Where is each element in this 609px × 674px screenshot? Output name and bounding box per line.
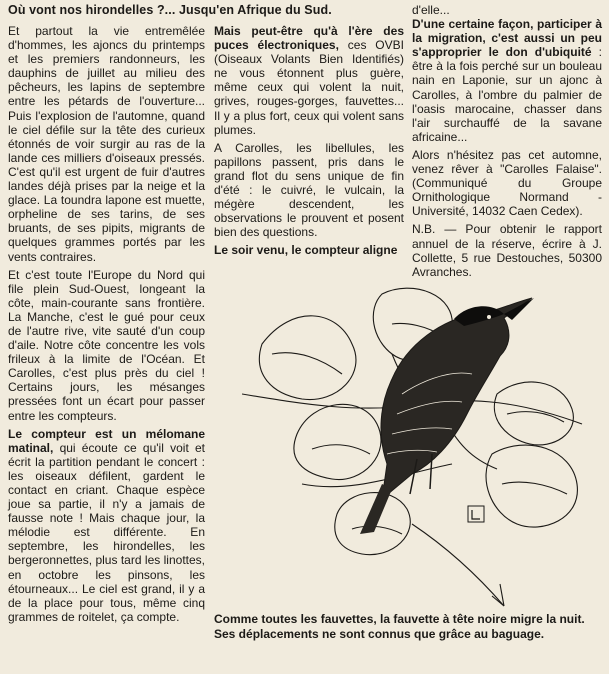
col3-paragraph-1-body: : être à la fois perché sur un bouleau nain en Laponie, sur un ajonc à Carolles, à l'ombre du palmier de l'oasis marocaine, chasser dans l'air surchauffé de la savane africaine... — [412, 45, 602, 144]
col2-paragraph-1-body: ces OVBI (Oiseaux Volants Bien Identifiés) ne vous étonnent plus guère, même ceux qui volent la nuit, grives, rouges-gorges, fauvettes... Il y a plus fort, ceux qui volent sans plumes. — [214, 38, 404, 137]
blackcap-illustration — [242, 284, 604, 610]
column-1 — [8, 24, 205, 628]
artist-monogram-icon — [468, 506, 484, 522]
col3-paragraph-3: N.B. — Pour obtenir le rapport annuel de la réserve, écrire à J. Collette, 5 rue Destouches, 50300 Avranches. — [412, 222, 602, 279]
col3-paragraph-1-lead: D'une certaine façon, participer à la migration, c'est aussi un peu s'approprier le don d'ubiquité — [412, 17, 602, 60]
col3-paragraph-2: Alors n'hésitez pas cet automne, venez rêver à "Carolles Falaise". (Communiqué du Groupe Ornithologique Normand - Université, 14032 Caen Cedex). — [412, 147, 602, 219]
col2-paragraph-1-lead: Mais peut-être qu'à l'ère des puces électroniques, — [214, 24, 404, 53]
col1-paragraph-3-lead: Le compteur est un mélomane matinal, — [8, 426, 205, 455]
col2-subhead: Le soir venu, le compteur aligne — [214, 243, 398, 258]
article-headline: Où vont nos hirondelles ?... Jusqu'en Afrique du Sud. — [8, 3, 332, 17]
col2-paragraph-2: A Carolles, les libellules, les papillons passent, pris dans le grand flot du sens unique de fin d'été : le cuivré, le vulcain, la mégère descendent, les observations le prouvent et posent bien des questions. — [214, 140, 404, 240]
illustration-caption: Comme toutes les fauvettes, la fauvette à tête noire migre la nuit. Ses déplacements ne sont connus que grâce au baguage. — [214, 612, 585, 641]
column-2 — [214, 24, 404, 258]
col1-paragraph-3 — [8, 427, 205, 624]
blackcap-bird — [360, 298, 534, 534]
col2-paragraph-1 — [214, 24, 404, 137]
col3-paragraph-0: d'elle... — [412, 3, 450, 17]
col1-paragraph-1: Et partout la vie entremêlée d'hommes, les ajoncs du printemps et les premiers randonneurs, les dauphins de juillet au milieu des pêcheurs, les lapins de septembre entre les pétards de l'ouverture... Puis l'explosion de l'automne, quand le ciel défile sur la tête des curieux étonnés de voir surgir au ras de la lande ces milliers d'oiseaux pressés. C'est qu'il est urgent de fuir d'autres landes déjà prises par la neige et la glace. La toundra lapone est muette, orpheline de ses tarins, de ses bruants, de ses pipits, migrants de quelques grammes portés par les vents contraires. — [8, 24, 205, 264]
col3-paragraph-1 — [412, 17, 602, 144]
col1-paragraph-3-body: qui écoute ce qu'il voit et écrit la partition pendant le concert : les oiseaux défilent, gardent le contact en criant. Chaque espèce joue sa partie, il n'y a jamais de fausse note ! Mais chaque jour, la mélodie est différente. En septembre, les hirondelles, les bergeronnettes, plus tard les linottes, en octobre les pinsons, les étourneaux... Le ciel est grand, il y a de la place pour tous, même cinq grammes de roitelet, ça compte. — [8, 440, 205, 624]
column-3 — [412, 3, 602, 283]
col1-paragraph-2: Et c'est toute l'Europe du Nord qui file plein Sud-Ouest, longeant la côte, main-courante sans frontière. La Manche, c'est le gué pour ceux de l'autre rive, vite sauté d'un coup d'aile. Notre côte concentre les vols frileux à la limite de l'Océan. Et Carolles, c'est plus près du ciel ! Certains jours, les mésanges pressées font un écart pour passer entre les compteurs. — [8, 267, 205, 423]
